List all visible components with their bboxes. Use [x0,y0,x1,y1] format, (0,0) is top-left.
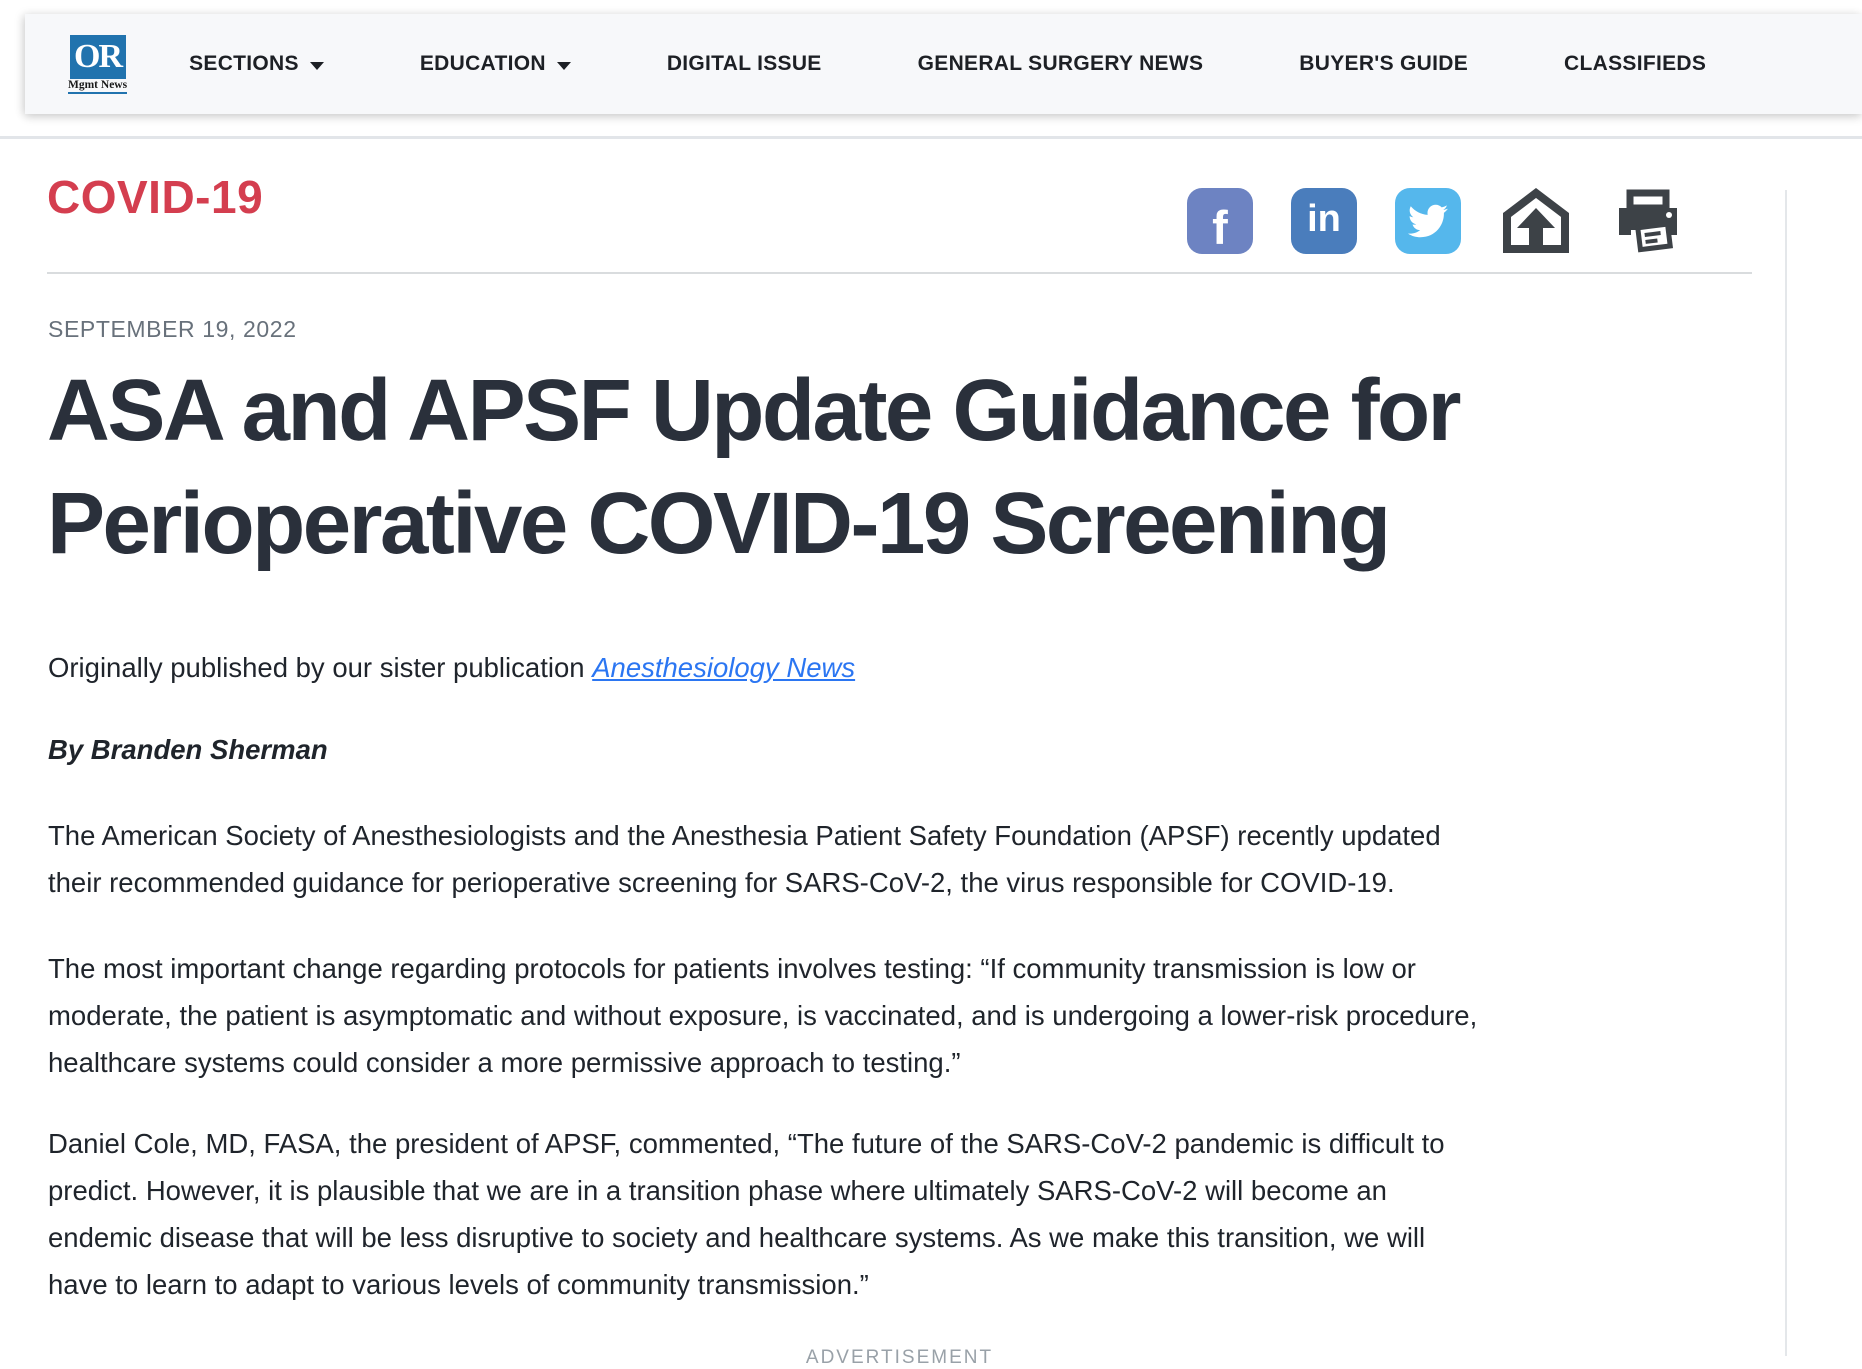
facebook-glyph: f [1212,200,1228,254]
nav-item-digital-issue[interactable] [667,52,822,76]
nav-item-sections[interactable] [189,52,324,76]
facebook-icon[interactable] [1187,188,1253,254]
nav-items [189,52,1706,76]
chevron-down-icon [557,62,571,70]
chevron-down-icon [310,62,324,70]
source-prefix: Originally published by our sister publication [48,652,593,683]
header-divider [0,136,1862,139]
email-share-icon[interactable] [1499,188,1573,254]
article-byline: By Branden Sherman [48,734,328,765]
linkedin-icon[interactable] [1291,188,1357,254]
nav-item-label: DIGITAL ISSUE [666,52,822,75]
top-navbar [25,14,1862,114]
nav-item-label: CLASSIFIEDS [1564,52,1707,75]
category-label[interactable]: COVID-19 [47,171,264,223]
social-share-bar [1187,188,1685,254]
category-divider [47,272,1752,274]
twitter-icon[interactable] [1395,188,1461,254]
twitter-bird-glyph [1408,201,1448,241]
column-separator [1785,190,1787,1356]
nav-item-label: SECTIONS [189,52,299,75]
article-paragraph: The most important change regarding protocols for patients involves testing: “If community transmission is low or moderate, the patient is asymptomatic and without exposure, is vaccinated, and is undergoing a lower-risk procedure, healthcare systems could consider a more permissive approach to testing.” [48,953,1478,1078]
advertisement-label: ADVERTISEMENT [805,1347,994,1368]
nav-item-label: GENERAL SURGERY NEWS [917,52,1204,75]
title-line-2: Perioperative COVID-19 Screening [47,475,1389,572]
print-icon[interactable] [1611,188,1685,254]
nav-item-label: EDUCATION [419,52,546,75]
nav-item-general-surgery-news[interactable] [918,52,1204,76]
linkedin-glyph: in [1307,197,1341,240]
article-title [47,354,1747,580]
nav-item-buyers-guide[interactable] [1299,52,1468,76]
or-mgmt-news-logo[interactable] [68,35,127,94]
logo-subtext: Mgmt News [68,79,127,94]
article-paragraph: The American Society of Anesthesiologists and the Anesthesia Patient Safety Foundation (APSF) recently updated their recommended guidance for perioperative screening for SARS-CoV-2, the virus responsible for COVID-19. [48,820,1441,898]
nav-item-label: BUYER'S GUIDE [1299,52,1469,75]
logo-mark: OR [70,35,126,79]
source-line [48,652,855,684]
title-line-1: ASA and APSF Update Guidance for [47,362,1460,459]
article-paragraph: Daniel Cole, MD, FASA, the president of APSF, commented, “The future of the SARS-CoV-2 pandemic is difficult to predict. However, it is plausible that we are in a transition phase where ultimately SARS-CoV-2 will become an endemic disease that will be less disruptive to society and healthcare systems. As we make this transition, we will have to learn to adapt to various levels of community transmission.” [48,1128,1445,1300]
article-date: SEPTEMBER 19, 2022 [48,316,297,342]
nav-item-classifieds[interactable] [1564,52,1706,76]
source-publication-link[interactable]: Anesthesiology News [592,652,856,683]
nav-item-education[interactable] [420,52,571,76]
